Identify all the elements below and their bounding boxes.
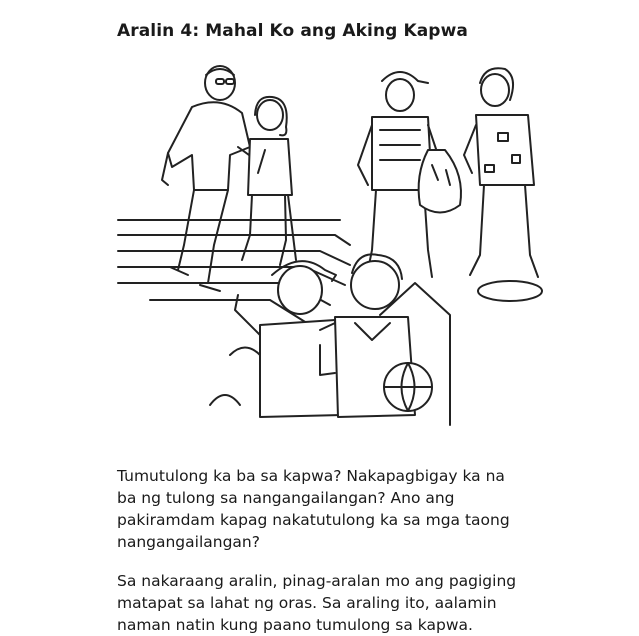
intro-paragraph [117, 465, 557, 553]
paragraph-line: matapat sa lahat ng oras. Sa araling ito, aalamin [117, 594, 497, 612]
paragraph-line: nangangailangan? [117, 533, 260, 551]
paragraph-line: Sa nakaraang aralin, pinag-aralan mo ang pagiging [117, 572, 517, 590]
girl-figure [242, 97, 296, 265]
paragraph-line: ba ng tulong sa nangangailangan? Ano ang [117, 489, 455, 507]
people-helping-illustration [110, 55, 550, 435]
paragraph-line: Tumutulong ka ba sa kapwa? Nakapagbigay ka na [117, 467, 505, 485]
lesson-paragraph [117, 570, 557, 636]
elderly-man-figure [162, 66, 260, 291]
plastic-bag-icon [419, 150, 461, 213]
lesson-title: Aralin 4: Mahal Ko ang Aking Kapwa [117, 21, 468, 41]
boy-patched-clothes-figure [464, 68, 542, 301]
paragraph-line: naman natin kung paano tumulong sa kapwa. [117, 616, 473, 634]
boy-with-cap-figure [235, 261, 342, 417]
basketball-icon [384, 363, 432, 411]
paragraph-line: pakiramdam kapag nakatutulong ka sa mga taong [117, 511, 510, 529]
